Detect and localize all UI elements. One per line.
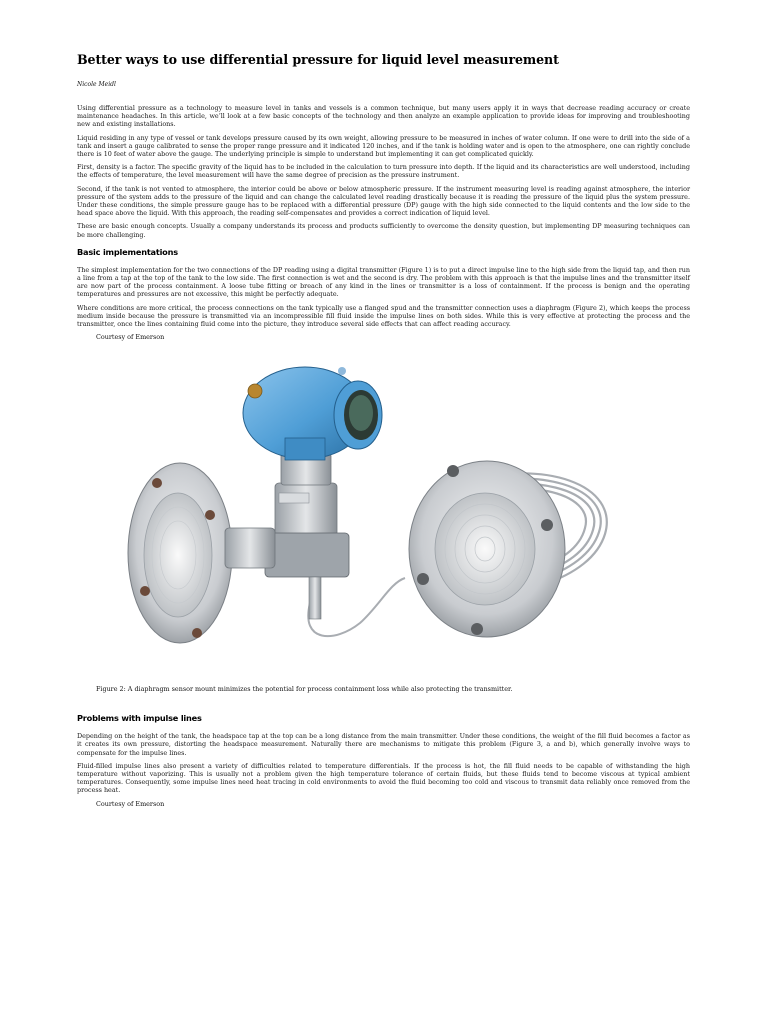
section-heading-impulse: Problems with impulse lines: [77, 713, 202, 724]
section-paragraph: Where conditions are more critical, the process connections on the tank typically use a flanged spud and the transmitter connection uses a diaphragm (Figure 2), which keeps the process medium inside because the pressure is transmitted via an incompressible fill fluid inside the impulse lines on both sides. While this is very effective at protecting the process and the transmitter, once the lines containing fluid come into the picture, they introduce several side effects that can affect reading accuracy.: [77, 303, 690, 329]
article-author: Nicole Meidl: [77, 81, 116, 88]
article-title: Better ways to use differential pressure for liquid level measurement: [77, 52, 559, 67]
intro-paragraph: First, density is a factor. The specific gravity of the liquid has to be included in the calculation to turn pressure into depth. If the liquid and its characteristics are well understood, including the effects of temperature, the level measurement will have the same degree of precision as the pressure instrument.: [77, 163, 690, 180]
article-body: [77, 52, 690, 808]
section-paragraph: Depending on the height of the tank, the headspace tap at the top can be a long distance from the main transmitter. Under these conditions, the weight of the fill fluid becomes a factor as it creates its own pressure, distorting the headspace measurement. Naturally there are mechanisms to mitigate this problem (Figure 3, a and b), which generally involve ways to compensate for the impulse lines.: [77, 732, 690, 757]
section-paragraph: The simplest implementation for the two connections of the DP reading using a digital transmitter (Figure 1) is to put a direct impulse line to the high side from the liquid tap, and then run a line from a tap at the top of the tank to the low side. The first connection is wet and the second is dry. The problem with this approach is that the impulse lines and the transmitter itself are now part of the process containment. A loose tube fitting or breach of any kind in the lines or transmitter is a loss of containment. If the process is benign and the operating temperatures and pressures are not excessive, this might be perfectly adequate.: [77, 265, 690, 299]
intro-paragraph: Liquid residing in any type of vessel or tank develops pressure caused by its own weight, allowing pressure to be measured in inches of water column. If one were to drill into the side of a tank and insert a gauge calibrated to sense the proper range pressure and it indicated 120 inches, and if the tank is holding water and is open to the atmosphere, one can rightly conclude there is 10 feet of water above the gauge. The underlying principle is simple to understand but implementing it can get complicated quickly.: [77, 133, 690, 159]
intro-paragraph: These are basic enough concepts. Usually a company understands its process and products sufficiently to overcome the density question, but implementing DP measuring techniques can be more challenging.: [77, 222, 690, 239]
section-heading-basic: Basic implementations: [77, 246, 178, 257]
image-credit: Courtesy of Emerson: [96, 333, 165, 342]
dp-transmitter-illustration: [105, 353, 625, 673]
image-credit: Courtesy of Emerson: [96, 799, 165, 808]
section-paragraph: Fluid-filled impulse lines also present a variety of difficulties related to temperature differentials. If the process is hot, the fill fluid needs to be capable of withstanding the high temperature without vaporizing. This is usually not a problem given the high temperature tolerance of certain fluids, but these fluids tend to become viscous at typical ambient temperatures. Consequently, some impulse lines need heat tracing in cold environments to avoid the fluid becoming too cold and viscous to transmit data reliably once removed from the process heat.: [77, 761, 690, 795]
intro-paragraph: Using differential pressure as a technology to measure level in tanks and vessels is a common technique, but many users apply it in ways that decrease reading accuracy or create maintenance headaches. In this article, we’ll look at a few basic concepts of the technology and then analyze an example application to provide ideas for improving and troubleshooting new and existing installations.: [77, 104, 690, 129]
figure-dp-transmitter: [105, 353, 625, 673]
figure-caption: Figure 2: A diaphragm sensor mount minimizes the potential for process containment loss while also protecting the transmitter.: [96, 685, 513, 694]
intro-paragraph: Second, if the tank is not vented to atmosphere, the interior could be above or below atmospheric pressure. If the instrument measuring level is reading against atmosphere, the interior pressure of the system adds to the pressure of the liquid and can change the calculated level reading drastically because it is reading the pressure of the liquid plus the system pressure. Under these conditions, the simple pressure gauge has to be replaced with a differential pressure (DP) gauge with the high side connected to the liquid contents and the low side to the head space above the liquid. With this approach, the reading self-compensates and provides a correct indication of liquid level.: [77, 184, 690, 218]
